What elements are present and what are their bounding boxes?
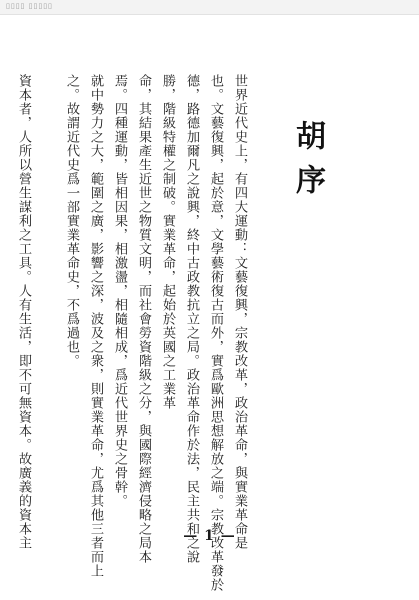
text-column-5: 命，其結果產生近世之物質文明，而社會勞資階級之分，與國際經濟侵略之局本: [136, 74, 151, 564]
text-column-8: 之。故謂近代史爲一部實業革命史，不爲過也。: [64, 74, 79, 368]
text-column-1: 世界近代史上，有四大運動：文藝復興，宗教改革，政治革命，與實業革命是: [232, 74, 247, 550]
text-column-4: 勝，階級特權之制破。實業革命，起始於英國之工業革: [160, 74, 175, 410]
viewer-watermark: ▯▯▯▯ ▯▯▯▯▯: [6, 2, 53, 10]
preface-title: 胡序: [290, 120, 325, 208]
viewer-watermark-bar: [0, 0, 419, 15]
text-column-3: 德，路德加爾凡之說興，終中古政教抗立之局。政治革命作於法，民主共和之說: [184, 74, 199, 564]
text-column-7: 就中勢力之大，範圍之廣，影響之深，波及之衆，則實業革命，尤爲其他三者而上: [88, 74, 103, 578]
text-column-9: 資本者，人所以營生謀利之工具。人有生活，即不可無資本。故廣義的資本主: [16, 74, 31, 550]
text-column-6: 焉。四種運動，皆相因果，相激盪，相隨相成，爲近代世界史之骨幹。: [112, 74, 127, 508]
text-column-2: 也。文藝復興，起於意，文學藝術復古而外，實爲歐洲思想解放之端。宗教改革發於: [208, 74, 223, 592]
page-number: — 1 —: [183, 528, 236, 544]
